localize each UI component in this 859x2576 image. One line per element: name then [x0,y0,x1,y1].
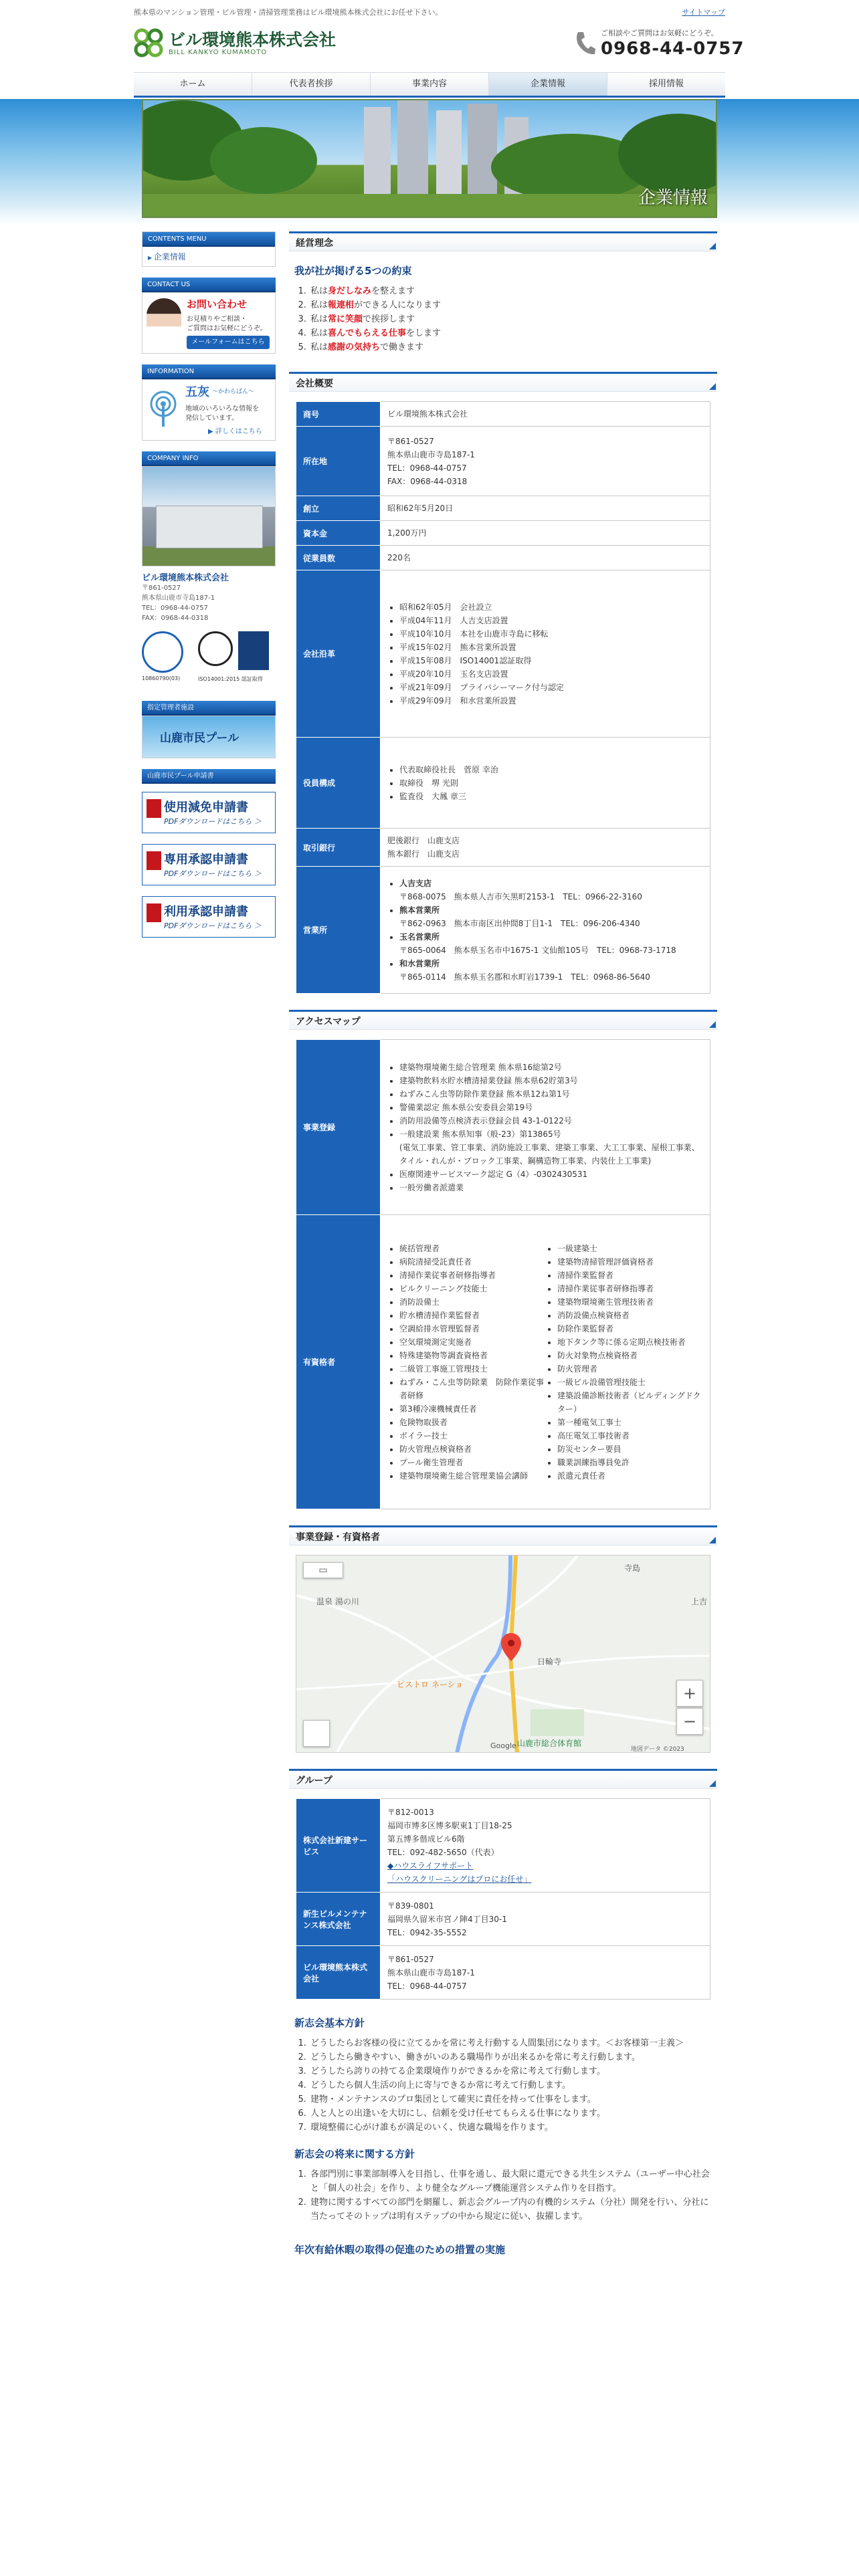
group-table [296,1798,710,2000]
map-copyright: 地図データ ©2023 [631,1746,684,1753]
map-section [289,1525,717,1753]
google-map[interactable] [296,1555,710,1753]
list-item: 4. どうしたら個人生活の向上に寄与できるか常に考えて行動します。 [309,2078,710,2092]
tel-message: ご相談やご質問はお気軽にどうぞ。 [601,29,719,37]
tel-contact[interactable] [574,25,745,63]
qualification-list-right: • 一級建築士 • 建築物清掃管理評価資格者 • 清掃作業監督者 • 清掃作業従事者研修指導者 • 建築物環境衛生管理技術者 • 消防設備点検資格者 • 防除作業監督者 • 地下タンク等に係る定期点検技術者 • 防火対象物点検資格者 • 防火管理者 • 一級ビル設備管理技能士 • 建築設備診断技術者（ビルディングドクター） • 第一種電気工事士 • 高圧電気工事技術者 • 防災センター要員 • 職業訓練指導員免許 • 派遣元責任者 [557,1242,703,1483]
table-row [296,1040,710,1215]
list-item: 3. どうしたら誇りの持てる企業環境作りができるかを常に考えて行動します。 [309,2064,710,2078]
row-label: 営業所 [296,867,381,994]
row-label: 創立 [296,496,381,521]
list-item: 1. どうしたらお客様の役に立てるかを常に考え行動する人間集団になります。＜お客様第一主義＞ [309,2036,710,2050]
overview-table [296,401,710,994]
group-section [289,1769,717,2000]
ukas-badge [238,631,269,670]
download-sub: PDFダウンロードはこちら ＞ [164,817,262,826]
table-row [296,570,710,738]
logo-mark-icon [134,28,163,58]
hero-title: 企業情報 [638,188,708,208]
history-list: • 昭和62年05月 会社設立 • 平成04年11月 人吉支店設置 • 平成10年10月 本社を山鹿市寺島に移転 • 平成15年02月 熊本営業所設置 • 平成15年08月 ISO14001認証取得 • 平成20年10月 玉名支店設置 • 平成21年09月 プライバシーマーク付与認定 • 平成29年09月 和水営業所設置 [399,601,703,708]
download-use-exemption[interactable] [142,792,276,833]
table-row [296,402,710,427]
sidebar [142,231,276,948]
download-usage-approval[interactable] [142,896,276,938]
table-row [296,829,710,867]
row-label: 商号 [296,402,381,427]
contact-banner[interactable] [142,292,276,354]
privacy-mark-label: 10860790(03) [142,675,181,681]
row-label: 新生ビルメンテナンス株式会社 [296,1893,381,1946]
group-heading: グループ [289,1769,717,1789]
sitemap-link[interactable]: サイトマップ [682,8,725,17]
row-label: 従業員数 [296,546,381,570]
download-title: 専用承認申請書 [164,853,248,867]
row-label: 会社沿革 [296,570,381,738]
pdf-icon [147,799,161,818]
map-poi-label: 日輪寺 [537,1657,562,1667]
download-title: 使用減免申請書 [164,800,248,815]
radio-icon [147,391,180,431]
row-value [381,867,710,994]
overview-heading: 会社概要 [289,372,717,392]
row-label: 所在地 [296,427,381,496]
contents-menu [142,231,276,267]
company-info-name: ビル環境熊本株式会社 [142,573,229,583]
map-poi-label: ビストロ ネーショ [397,1680,464,1689]
nav-company-info[interactable]: 企業情報 [488,73,607,96]
table-row [296,1946,710,2000]
philosophy-subheading: 我が社が掲げる5つの約束 [294,265,412,277]
table-row [296,1799,710,1893]
company-info-address: 熊本県山鹿市寺島187-1 [142,595,215,602]
house-cleaning-link[interactable]: 「ハウスクリーニングはプロにお任せ」 [387,1874,532,1884]
pdf-icon [147,903,161,922]
future-section [289,2147,717,2224]
row-label: 株式会社新建サービス [296,1799,381,1893]
policy-list [309,2036,710,2135]
info-banner-line1: 地域のいろいろな情報を [185,405,259,413]
list-item: 5. 建物・メンテナンスのプロ集団として確実に責任を持って仕事をします。 [309,2092,710,2107]
row-value: ビル環境熊本株式会社 [381,402,710,427]
hero-image [142,99,717,218]
contact-banner-line1: お見積りやご相談・ [187,316,247,323]
table-row [296,546,710,570]
table-row [296,1893,710,1946]
house-life-support-link[interactable]: ◆ハウスライフサポート [387,1860,474,1870]
google-logo: Google [490,1741,516,1750]
offices-list: • 人吉支店 〒868-0075 熊本県人吉市矢黒町2153-1 TEL：0966-22-3160 • 熊本営業所 〒862-0963 熊本市南区出仲間8丁目1-1 TEL：096-206-4340 • 玉名営業所 〒865-0064 熊本県玉名市中1675-1 文仙館105号 TEL：0968-73-1718 • 和水営業所 〒865-0114 熊本県玉名郡和水町岩1739-1 TEL：0968-86-5640 [399,877,703,984]
contact-banner-title: お問い合わせ [187,298,248,310]
map-heading: 事業登録・有資格者 [289,1525,717,1545]
leave-heading: 年次有給休暇の取得の促進のための措置の実施 [294,2244,506,2256]
download-title: 利用承認申請書 [164,905,248,919]
list-item: 4. 私は喜んでもらえる仕事をします [309,326,717,340]
list-item: 1. 各部門別に事業部制導入を目指し、仕事を通し、最大限に還元できる共生システム（ユーザー中心社会と「個人の社会」を作り、より健全なグループ機能運営システム作りを目指す。 [309,2167,710,2195]
list-item: 2. 私は報連相ができる人になります [309,298,717,312]
company-name-en: BILL KANKYO KUMAMOTO [169,49,268,56]
table-row [296,521,710,546]
pool-banner[interactable] [142,716,276,758]
registration-table [296,1039,710,1509]
table-row [296,427,710,496]
row-label: 取引銀行 [296,829,381,867]
list-item: 6. 人と人との出逢いを大切にし、信頼を受け任せてもらえる仕事になります。 [309,2107,710,2121]
philosophy-section [289,231,717,372]
list-item: 3. 私は常に笑顔で挨拶します [309,312,717,326]
map-layer-button[interactable] [303,1720,330,1747]
row-value [381,1040,710,1215]
mail-form-button[interactable]: メールフォームはこちら [187,336,270,349]
sidebar-item-company-info[interactable]: ▶ 企業情報 [142,247,275,266]
company-logo[interactable] [134,27,335,60]
map-poi-label: 山鹿市総合体育館 [517,1739,582,1748]
info-banner-title: 五灰 [185,385,209,399]
list-item: 1. 私は身だしなみを整えます [309,284,717,298]
company-name: ビル環境熊本株式会社 [169,30,337,49]
row-label: 事業登録 [296,1040,381,1215]
certification-badges [142,629,276,690]
header-tagline-bar [134,7,725,17]
map-area-label: 寺島 [624,1564,641,1573]
row-label: ビル環境熊本株式会社 [296,1946,381,2000]
list-item: 7. 環境整備に心がけ誰もが満足のいく、快適な職場を作ります。 [309,2121,710,2135]
map-zoom-out-button[interactable]: − [676,1708,703,1735]
row-label: 有資格者 [296,1215,381,1509]
download-sub: PDFダウンロードはこちら ＞ [164,922,262,930]
row-value: 220名 [381,546,710,570]
company-info-heading: COMPANY INFO [142,451,276,466]
row-value: 〒861-0527 熊本県山鹿市寺島187-1 TEL：0968-44-0757 [381,1946,710,2000]
map-area-label: 温泉 湯の川 [316,1597,359,1606]
row-value: 〒812-0013 福岡市博多区博多駅東1丁目18-25 第五博多偕成ビル6階 TEL：092-482-5650（代表） ◆ハウスライフサポート 「ハウスクリーニングはプロにお任せ」 [381,1799,710,1893]
main-content [289,231,717,2263]
list-item: 5. 私は感謝の気持ちで働きます [309,340,717,354]
officers-list: • 代表取締役社長 菅原 幸治 • 取締役 堺 光則 • 監査役 大鳳 章三 [399,763,703,803]
row-value: 1,200万円 [381,521,710,546]
info-banner-line2: 発信しています。 [185,415,239,422]
company-info-tel: TEL：0968-44-0757 [142,605,208,612]
download-exclusive-approval[interactable] [142,844,276,885]
information-heading: INFORMATION [142,364,276,379]
operator-avatar [147,298,181,349]
row-value: 〒839-0801 福岡県久留米市宮ノ陣4丁目30-1 TEL：0942-35-5552 [381,1893,710,1946]
nav-recruit[interactable]: 採用情報 [607,73,725,96]
privacy-mark-badge [142,631,183,673]
pdf-icon [147,851,161,870]
list-item: 2. 建物に関するすべての部門を網羅し、新志会グループ内の有機的システム（分社）開発を行い、分社に当たってそのトップは明有ステップの中から規定に従い、抜擢します。 [309,2195,710,2224]
registration-list: • 建築物環境衛生総合管理業 熊本県16総第2号 • 建築物飲料水貯水槽清掃業登録 熊本県62貯第3号 • ねずみこん虫等防除作業登録 熊本県12ね第1号 • 警備業認定 熊本県公安委員会第19号 • 消防用設備等点検済表示登録会員 43-1-0122号 • 一般建設業 熊本県知事（般-23）第13865号 (電気工事業、管工事業、消防施設工事業、建築工事業、大工工事業、屋根工事業、タイル・れんが・ブロック工事業、鋼構造物工事業、内装仕上工事業) • 医療関連サービスマーク認定 G（4）-0302430531 • 一般労働者派遣業 [399,1061,703,1194]
contact-heading: CONTACT US [142,278,276,292]
contact-banner-line2: ご質問はお気軽にどうぞ。 [187,325,267,332]
row-value [381,738,710,829]
company-info-fax: FAX：0968-44-0318 [142,615,209,622]
nav-greeting[interactable]: 代表者挨拶 [252,73,370,96]
future-list [309,2167,710,2224]
info-banner-more[interactable]: ▶ 詳しくはこちら [208,428,262,435]
map-zoom-in-button[interactable]: + [676,1680,703,1707]
contents-menu-heading: CONTENTS MENU [142,232,275,247]
info-banner-sub: ～かわらばん～ [212,389,255,395]
info-banner[interactable] [142,379,276,441]
map-pin-icon[interactable] [501,1633,521,1661]
philosophy-heading: 経営理念 [289,231,717,251]
policy-section [289,2016,717,2135]
global-nav [134,72,725,98]
hero-illustration [143,100,717,218]
row-label: 資本金 [296,521,381,546]
qualification-list-left: • 統括管理者 • 病院清掃受託責任者 • 清掃作業従事者研修指導者 • ビルクリーニング技能士 • 消防設備士 • 貯水槽清掃作業監督者 • 空調給排水管理監督者 • 空気環境測定実施者 • 特殊建築物等調査資格者 • 二級管工事施工管理技士 • ねずみ・こん虫等防除業 防除作業従事者研修 • 第3種冷凍機械責任者 • 危険物取扱者 • ボイラー技士 • 防火管理点検資格者 • プール衛生管理者 • 建築物環境衛生総合管理業協会講師 [399,1242,545,1483]
qualification-columns [387,1242,703,1483]
table-row [296,496,710,521]
row-value: 〒861-0527 熊本県山鹿市寺島187-1 TEL：0968-44-0757 FAX：0968-44-0318 [381,427,710,496]
pool-banner-label: 山鹿市民プール [160,732,240,745]
header-tagline: 熊本県のマンション管理・ビル管理・清掃管理業務はビル環境熊本株式会社にお任せ下さい。 [134,8,443,17]
company-building-photo [142,466,276,566]
iso-label: ISO14001:2015 認証取得 [198,676,263,682]
row-value: 肥後銀行 山鹿支店 熊本銀行 山鹿支店 [381,829,710,867]
table-row [296,1215,710,1509]
row-value [381,570,710,738]
row-value [381,1215,710,1509]
access-section [289,1010,717,1509]
row-value: 昭和62年5月20日 [381,496,710,521]
policy-heading: 新志会基本方針 [294,2017,365,2029]
future-heading: 新志会の将来に関する方針 [294,2148,415,2160]
table-row [296,867,710,994]
map-area-label: 上吉 [691,1597,708,1606]
promise-list [309,284,717,354]
overview-section [289,372,717,994]
row-label: 役員構成 [296,738,381,829]
tel-number[interactable]: 0968-44-0757 [601,39,745,59]
designated-heading: 指定管理者施設 [142,701,276,716]
table-row [296,738,710,829]
nav-home[interactable]: ホーム [179,79,206,89]
download-sub: PDFダウンロードはこちら ＞ [164,869,262,878]
company-info [142,570,276,623]
access-heading: アクセスマップ [289,1010,717,1030]
leave-section [289,2242,717,2256]
nav-business[interactable]: 事業内容 [370,73,488,96]
phone-icon [574,29,597,56]
map-fullscreen-button[interactable]: ▭ [303,1562,343,1578]
iso-badge [198,631,233,666]
pool-forms-heading: 山鹿市民プール申請書 [142,769,276,784]
list-item: 2. どうしたら働きやすい、働きがいのある職場作りが出来るかを常に考え行動します。 [309,2050,710,2064]
company-info-postal: 〒861-0527 [142,584,181,592]
